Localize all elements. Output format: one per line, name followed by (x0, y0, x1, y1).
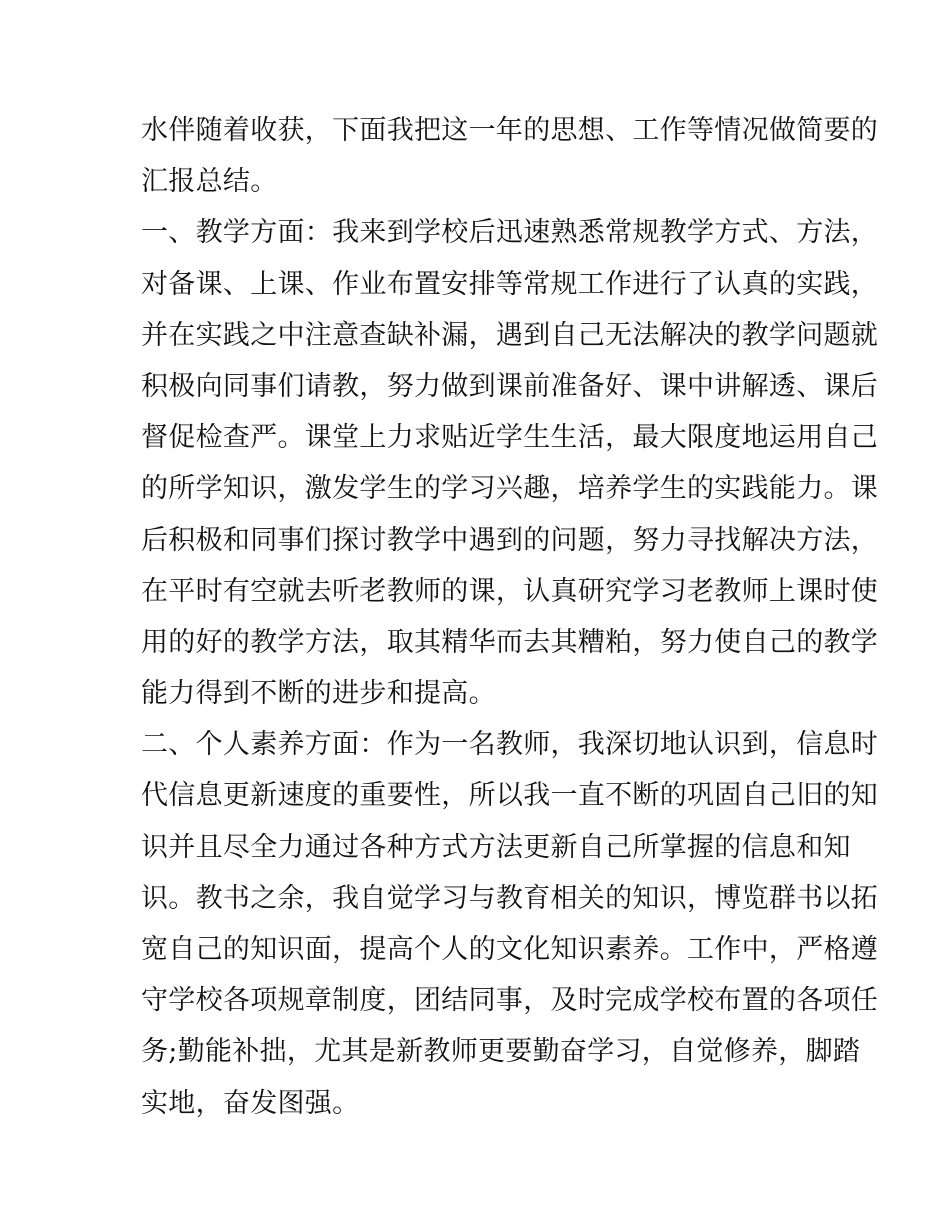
document-body (141, 105, 879, 1129)
text-line: 宽自己的知识面，提高个人的文化知识素养。工作中，严格遵 (141, 934, 879, 965)
text-line: 汇报总结。 (141, 166, 278, 198)
section-heading-line: 二、个人素养方面：作为一名教师，我深切地认识到，信息时 (141, 729, 879, 761)
text-line: 实地，奋发图强。 (141, 1087, 360, 1119)
text-line: 在平时有空就去听老教师的课，认真研究学习老教师上课时使 (141, 575, 879, 607)
text-line: 后积极和同事们探讨教学中遇到的问题，努力寻找解决方法， (141, 524, 879, 556)
section-heading-line: 一、教学方面：我来到学校后迅速熟悉常规教学方式、方法， (141, 217, 879, 249)
text-line: 用的好的教学方法，取其精华而去其糟粕，努力使自己的教学 (141, 626, 879, 658)
text-line: 对备课、上课、作业布置安排等常规工作进行了认真的实践， (141, 268, 879, 300)
text-line: 代信息更新速度的重要性，所以我一直不断的巩固自己旧的知 (141, 780, 879, 812)
text-line: 识。教书之余，我自觉学习与教育相关的知识，博览群书以拓 (141, 882, 879, 914)
text-line: 水伴随着收获，下面我把这一年的思想、工作等情况做简要的 (141, 115, 879, 146)
text-line: 识并且尽全力通过各种方式方法更新自己所掌握的信息和知 (141, 831, 851, 863)
text-line: 务;勤能补拙，尤其是新教师更要勤奋学习，自觉修养，脚踏 (141, 1036, 861, 1068)
text-line: 守学校各项规章制度，团结同事，及时完成学校布置的各项任 (141, 985, 879, 1017)
text-line: 能力得到不断的进步和提高。 (141, 678, 496, 710)
text-line: 并在实践之中注意查缺补漏，遇到自己无法解决的教学问题就 (141, 319, 879, 351)
text-line: 积极向同事们请教，努力做到课前准备好、课中讲解透、课后 (141, 370, 879, 402)
text-line: 督促检查严。课堂上力求贴近学生生活，最大限度地运用自己 (141, 422, 879, 454)
text-line: 的所学知识，激发学生的学习兴趣，培养学生的实践能力。课 (141, 473, 879, 505)
